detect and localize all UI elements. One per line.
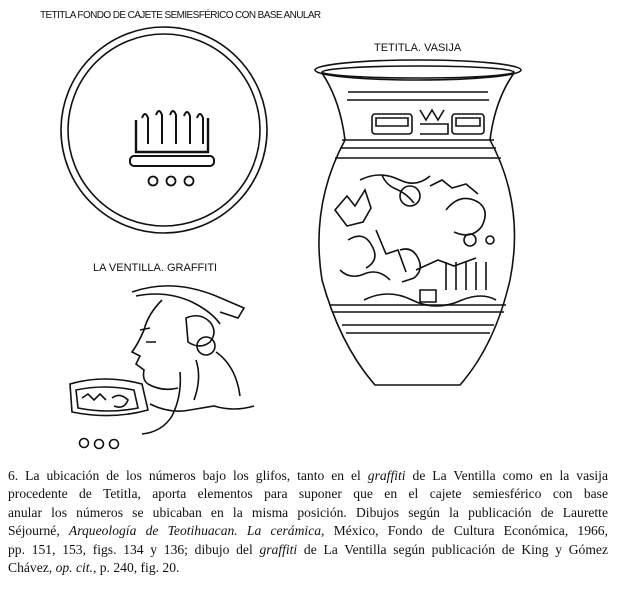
caption-text: , México, Fondo de Cultura Económica, 1966, [321, 523, 608, 539]
caption-text: pp. 151, 153, figs. 134 y 136; dibujo del [8, 541, 260, 557]
caption-italic: graffiti [259, 541, 298, 557]
figure-caption [8, 467, 608, 577]
caption-text: 6. La ubicación de los números bajo los glifos, tanto en el [8, 468, 368, 483]
caption-text: Séjourné, [8, 523, 69, 539]
vasija-drawing [315, 60, 521, 385]
caption-text: de La Ventilla como en la vasija [405, 468, 608, 483]
caption-italic: op. cit. [55, 560, 93, 576]
caption-text: Chávez, [8, 560, 56, 576]
caption-line-5 [8, 541, 608, 559]
cajete-label: TETITLA FONDO DE CAJETE SEMIESFÉRICO CON BASE ANULAR [40, 10, 321, 21]
caption-text: de La Ventilla según publicación de King y Gómez [297, 541, 608, 557]
caption-italic: graffiti [367, 468, 406, 483]
graffiti-label: LA VENTILLA. GRAFFITI [93, 262, 218, 274]
caption-line-1 [8, 467, 608, 485]
caption-line-3: anular los números se ubicaban en la misma posición. Dibujos según la publicación de Laurette [8, 504, 608, 520]
caption-line-2: procedente de Tetitla, aporta elementos para suponer que en el cajete semiesférico con base [8, 486, 608, 502]
caption-line-4 [8, 522, 608, 540]
graffiti-drawing [70, 286, 254, 449]
caption-text: , p. 240, fig. 20. [92, 560, 180, 576]
caption-italic: Arqueología de Teotihuacan. La cerámica [68, 523, 322, 539]
cajete-drawing [61, 27, 267, 233]
vasija-label: TETITLA. VASIJA [374, 42, 462, 54]
caption-line-6 [8, 559, 608, 577]
